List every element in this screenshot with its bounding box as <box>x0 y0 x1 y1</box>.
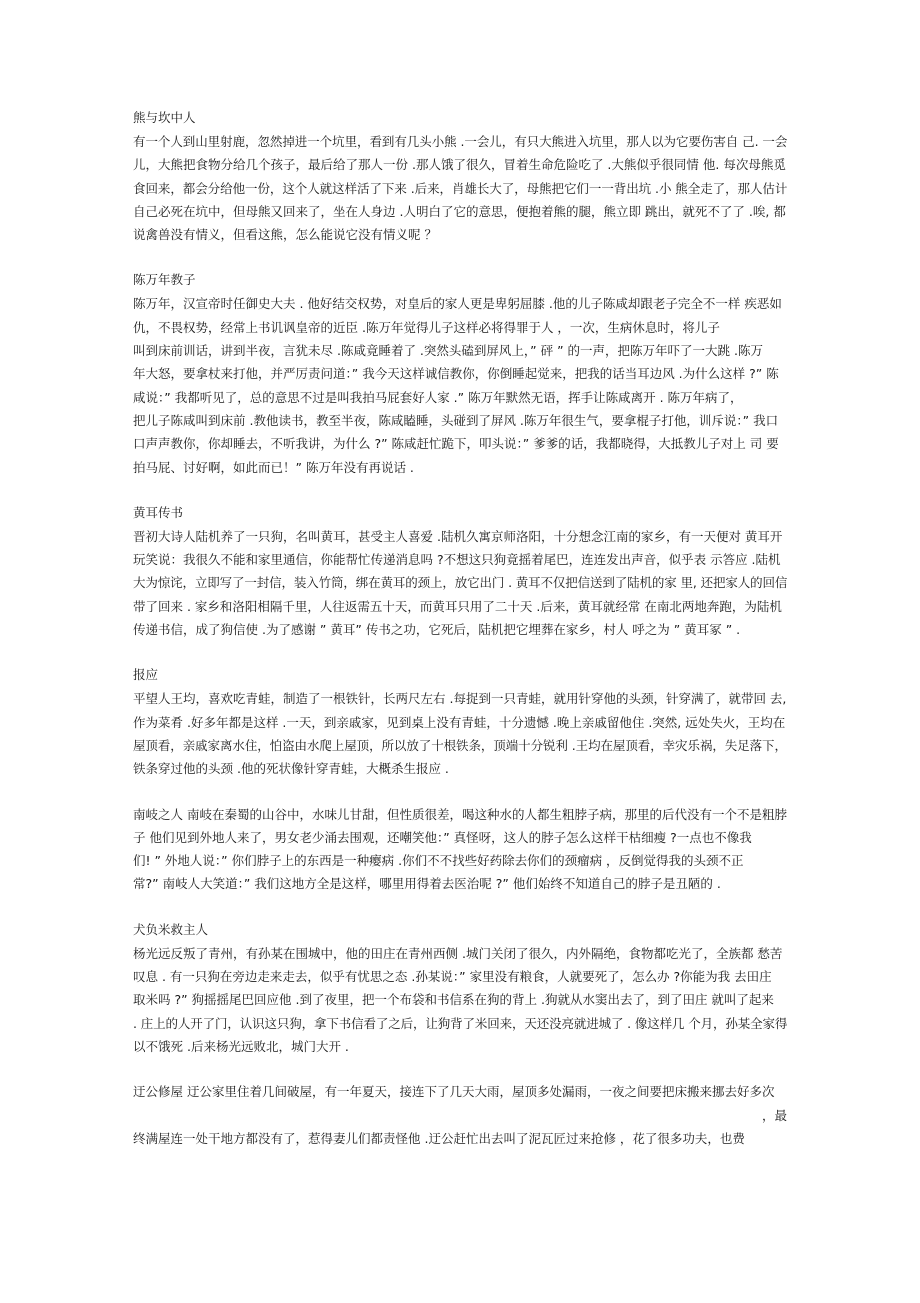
story-line: 拍马屁、讨好啊，如此而已！” 陈万年没有再说话 . <box>133 459 414 475</box>
story-line: 儿，大熊把食物分给几个孩子，最后给了那人一份 .那人饿了很久，冒着生命危险吃了 .大熊似乎很同情 他. 每次母熊觅 <box>133 157 786 173</box>
story-title: 陈万年教子 <box>133 272 196 288</box>
story-line: 常?” 南岐人大笑道：” 我们这地方全是这样，哪里用得着去医治呢 ?” 他们始终不知道自己的脖子是丑陋的 . <box>133 876 721 892</box>
story-line: 陈万年，汉宣帝时任御史大夫 . 他好结交权势，对皇后的家人更是卑躬屈膝 .他的儿子陈咸却跟老子完全不一样 疾恶如 <box>133 296 782 312</box>
story-line: 食回来，都会分给他一份，这个人就这样活了下来 .后来，肖雄长大了，母熊把它们一一背出坑 .小 熊全走了，那人估计 <box>133 180 788 196</box>
story-line: 叫到床前训话，讲到半夜，言犹未尽 .陈咸竟睡着了 .突然头磕到屏风上，” 砰 ” 的一声，把陈万年吓了一大跳 .陈万 <box>133 343 763 359</box>
story-title: 熊与坎中人 <box>133 110 196 125</box>
story-line: 迂公修屋 迂公家里住着几间破屋，有一年夏天，接连下了几天大雨，屋顶多处漏雨，一夜之间要把床搬来挪去好多次 <box>133 1084 775 1100</box>
story-line: 子 他们见到外地人来了，男女老少涌去围观，还嘲笑他：” 真怪呀，这人的脖子怎么这样干枯细瘦 ?一点也不像我 <box>133 829 752 845</box>
story-line: 自己必死在坑中，但母熊又回来了，坐在人身边 .人明白了它的意思，便抱着熊的腿，熊立即 跳出，就死不了了 .唉, 都 <box>133 203 786 219</box>
story-line: 平望人王均，喜欢吃青蛙，制造了一根铁针，长两尺左右 .每捉到一只青蛙，就用针穿他的头颈，针穿满了，就带回 去, <box>133 691 787 707</box>
story-line: 口声声教你，你却睡去，不听我讲，为什么 ?” 陈咸赶忙跪下，叩头说：” 爹爹的话，我都晓得，大抵教儿子对上 司 要 <box>133 436 779 452</box>
story-line: 杨光远反叛了青州，有孙某在围城中，他的田庄在青州西侧 .城门关闭了很久，内外隔绝，食物都吃光了，全族都 愁苦 <box>133 945 783 961</box>
story-line: 取米吗 ?” 狗摇摇尾巴回应他 .到了夜里，把一个布袋和书信系在狗的背上 .狗就从水窦出去了，到了田庄 就叫了起来 <box>133 992 774 1008</box>
story-line: 仇，不畏权势，经常上书讥讽皇帝的近臣 .陈万年觉得儿子这样必将得罪于人 ，一次，生病休息时，将儿子 <box>133 319 720 335</box>
story-line: 年大怒，要拿杖来打他，并严厉责问道：” 我今天这样诚信教你，你倒睡起觉来，把我的话当耳边风 .为什么这样 ?” 陈 <box>133 366 779 382</box>
story-line: 有一个人到山里射鹿，忽然掉进一个坑里，看到有几头小熊 .一会儿，有只大熊进入坑里，那人以为它要伤害自 己. 一会 <box>133 134 788 149</box>
story-line: 屋顶看，亲戚家离水住，怕盗由水爬上屋顶，所以放了十根铁条，顶端十分锐利 .王均在屋顶看，幸灾乐祸，失足落下， <box>133 737 787 753</box>
story-line: 南岐之人 南岐在秦蜀的山谷中，水味儿甘甜，但性质很差，喝这种水的人都生粗脖子病，那里的后代没有一个不是粗脖 <box>133 806 787 822</box>
story-line: 叹息 . 有一只狗在旁边走来走去，似乎有忧思之态 .孙某说：” 家里没有粮食，人就要死了，怎么办 ?你能为我 去田庄 <box>133 969 772 985</box>
story-line: ，最 <box>761 1107 787 1123</box>
story-huang-er <box>133 501 787 641</box>
story-title: 犬负米救主人 <box>133 921 209 937</box>
story-chen-wannian <box>133 268 787 478</box>
story-dog-rice <box>133 918 787 1058</box>
story-yu-gong <box>133 1080 787 1150</box>
story-line: 大为惊诧，立即写了一封信，装入竹筒，绑在黄耳的颈上，放它出门 . 黄耳不仅把信送到了陆机的家 里, 还把家人的回信 <box>133 575 788 591</box>
story-line: 们! ” 外地人说：” 你们脖子上的东西是一种瘿病 .你们不不找些好药除去你们的颈瘤病 ，反倒觉得我的头颈不正 <box>133 853 744 869</box>
story-line: 咸说：” 我都听见了，总的意思不过是叫我拍马屁套好人家 .” 陈万年默然无语，挥手让陈咸离开 . 陈万年病了， <box>133 389 743 405</box>
story-line: 以不饿死 .后来杨光远败北，城门大开 . <box>133 1038 349 1054</box>
story-bear <box>133 106 787 246</box>
story-line: 作为菜肴 .好多年都是这样 .一天，到亲戚家，见到桌上没有青蛙，十分遗憾 .晚上亲戚留他住 .突然, 远处失火，王均在 <box>133 714 786 730</box>
story-line: 终满屋连一处干地方都没有了，惹得妻儿们都责怪他 .迂公赶忙出去叫了泥瓦匠过来抢修 ，花了很多功夫，也费 <box>133 1130 745 1146</box>
story-line: 晋初大诗人陆机养了一只狗，名叫黄耳，甚受主人喜爱 .陆机久寓京师洛阳，十分想念江南的家乡，有一天便对 黄耳开 <box>133 528 783 544</box>
story-line: 带了回来 . 家乡和洛阳相隔千里，人往返需五十天，而黄耳只用了二十天 .后来，黄耳就经常 在南北两地奔跑，为陆机 <box>133 598 782 614</box>
story-line: 玩笑说：我很久不能和家里通信，你能帮忙传递消息吗 ?不想这只狗竟摇着尾巴，连连发出声音，似乎表 示答应 .陆机 <box>133 552 781 568</box>
story-line: . 庄上的人开了门，认识这只狗，拿下书信看了之后，让狗背了米回来，天还没亮就进城了 . 像这样几 个月，孙某全家得 <box>133 1015 788 1031</box>
story-nanqi <box>133 803 787 896</box>
document-page <box>133 106 787 1170</box>
story-line: 铁条穿过他的头颈 .他的死状像针穿青蛙，大概杀生报应 . <box>133 761 449 777</box>
story-title: 黄耳传书 <box>133 504 184 520</box>
story-line: 说禽兽没有情义，但看这熊，怎么能说它没有情义呢 ？ <box>133 227 437 243</box>
story-title: 报应 <box>133 667 159 683</box>
story-line: 传递书信，成了狗信使 .为了感谢 ” 黄耳” 传书之功，它死后，陆机把它埋葬在家乡，村人 呼之为 ” 黄耳冢 ” . <box>133 622 741 638</box>
story-retribution <box>133 663 787 780</box>
story-line: 把儿子陈咸叫到床前 .教他读书，教至半夜，陈咸瞌睡，头碰到了屏风 .陈万年很生气，要拿棍子打他，训斥说：” 我口 <box>133 412 779 428</box>
